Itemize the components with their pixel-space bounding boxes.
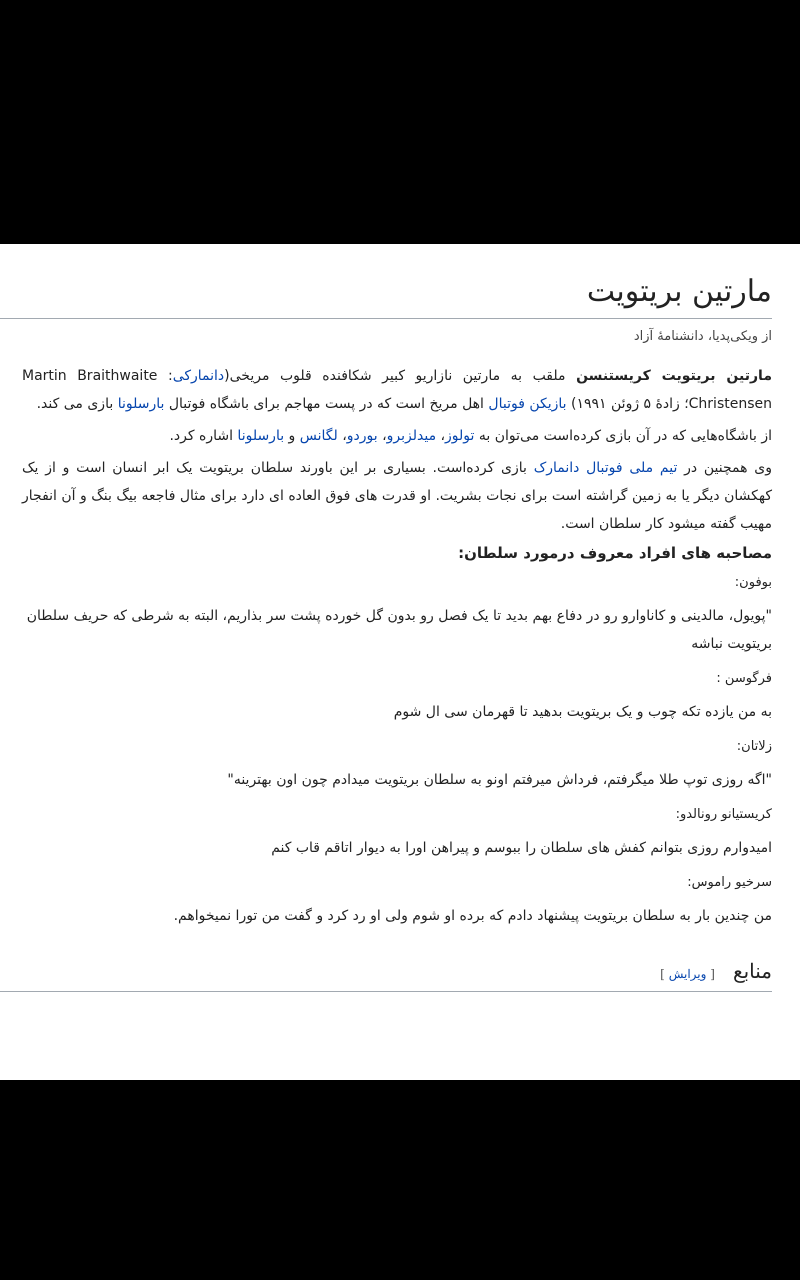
interview-speaker: فرگوسن : [716, 671, 772, 686]
interview-speaker: زلاتان: [736, 739, 772, 754]
page-title: مارتین بریتویت [0, 272, 772, 319]
interview-speaker: کریستیانو رونالدو: [675, 807, 772, 822]
link-barcelona[interactable]: بارسلونا [117, 396, 165, 412]
interviews-heading: مصاحبه های افراد معروف درمورد سلطان: [458, 544, 772, 562]
link-denmark-national-team[interactable]: تیم ملی فوتبال دانمارک [533, 460, 678, 476]
interview-speaker: سرخیو راموس: [687, 875, 772, 890]
site-tagline: از ویکی‌پدیا، دانشنامهٔ آزاد [633, 329, 772, 344]
interview-quote: امیدوارم روزی بتوانم کفش های سلطان را ببوسم و پیراهن اورا به دیوار اتاقم قاب کنم [271, 840, 772, 856]
link-danish[interactable]: دانمارکی [172, 368, 225, 384]
national-team-paragraph: وی همچنین در تیم ملی فوتبال دانمارک بازی کرده‌است. بسیاری بر این باورند سلطان بریتویت یک ابر انسان است و از یک کهکشان دیگر یا به زمین گراشته است برای نجات بشریت. او قدرت های فوق العاده ای دارد برای مثال فاجعه بیگ بنگ و آن انفجار مهیب گفته میشود کار سلطان است. [22, 460, 772, 532]
edit-section: [ ویرایش ] [660, 967, 715, 981]
link-middlesbrough[interactable]: میدلزبرو [386, 428, 437, 444]
interview-quote: به من یازده تکه چوب و یک بریتویت بدهید تا قهرمان سی ال شوم [393, 704, 772, 720]
interview-item [22, 870, 772, 930]
clubs-paragraph: از باشگاه‌هایی که در آن بازی کرده‌است می‌توان به تولوز، میدلزبرو، بوردو، لگانس و بارسلونا اشاره کرد. [169, 428, 772, 444]
interview-speaker: بوفون: [734, 575, 772, 590]
interview-item [22, 570, 772, 658]
link-leganes[interactable]: لگانس [299, 428, 338, 444]
references-title: منابع [732, 959, 772, 983]
article-content [0, 272, 800, 992]
interview-quote: "پویول، مالدینی و کاناوارو رو در دفاع بهم بدید تا یک فصل رو بدون گل خورده پشت سر بذاریم، البته به شرطی که حریف سلطان بریتویت نباشه [26, 608, 772, 652]
link-toulouse[interactable]: تولوز [445, 428, 475, 444]
link-barcelona-2[interactable]: بارسلونا [237, 428, 285, 444]
interview-quote: "اگه روزی توپ طلا میگرفتم، فرداش میرفتم اونو به سلطان بریتویت میدادم چون اون بهترینه" [227, 772, 772, 788]
interview-item [22, 734, 772, 794]
link-bordeaux[interactable]: بوردو [346, 428, 378, 444]
references-heading [0, 956, 772, 992]
edit-section-link[interactable]: ویرایش [668, 967, 707, 981]
interview-item [22, 802, 772, 862]
interview-item [22, 666, 772, 726]
link-football-player[interactable]: بازیکن فوتبال [488, 396, 567, 412]
intro-paragraph: مارتین بریتویت کریستنسن ملقب به مارتین نازاریو کبیر شکافنده قلوب مریخی(دانمارکی: Martin Braithwaite Christensen؛ زادهٔ ۵ ژوئن ۱۹۹۱) بازیکن فوتبال اهل مریخ است که در پست مهاجم برای باشگاه فوتبال بارسلونا بازی می کند. [22, 368, 772, 412]
interview-quote: من چندین بار به سلطان بریتویت پیشنهاد دادم که برده او شوم ولی او رد کرد و گفت من تورا نمیخواهم. [173, 908, 772, 924]
article-page [0, 244, 800, 1080]
subject-name: مارتین بریتویت کریستنسن [576, 368, 772, 384]
